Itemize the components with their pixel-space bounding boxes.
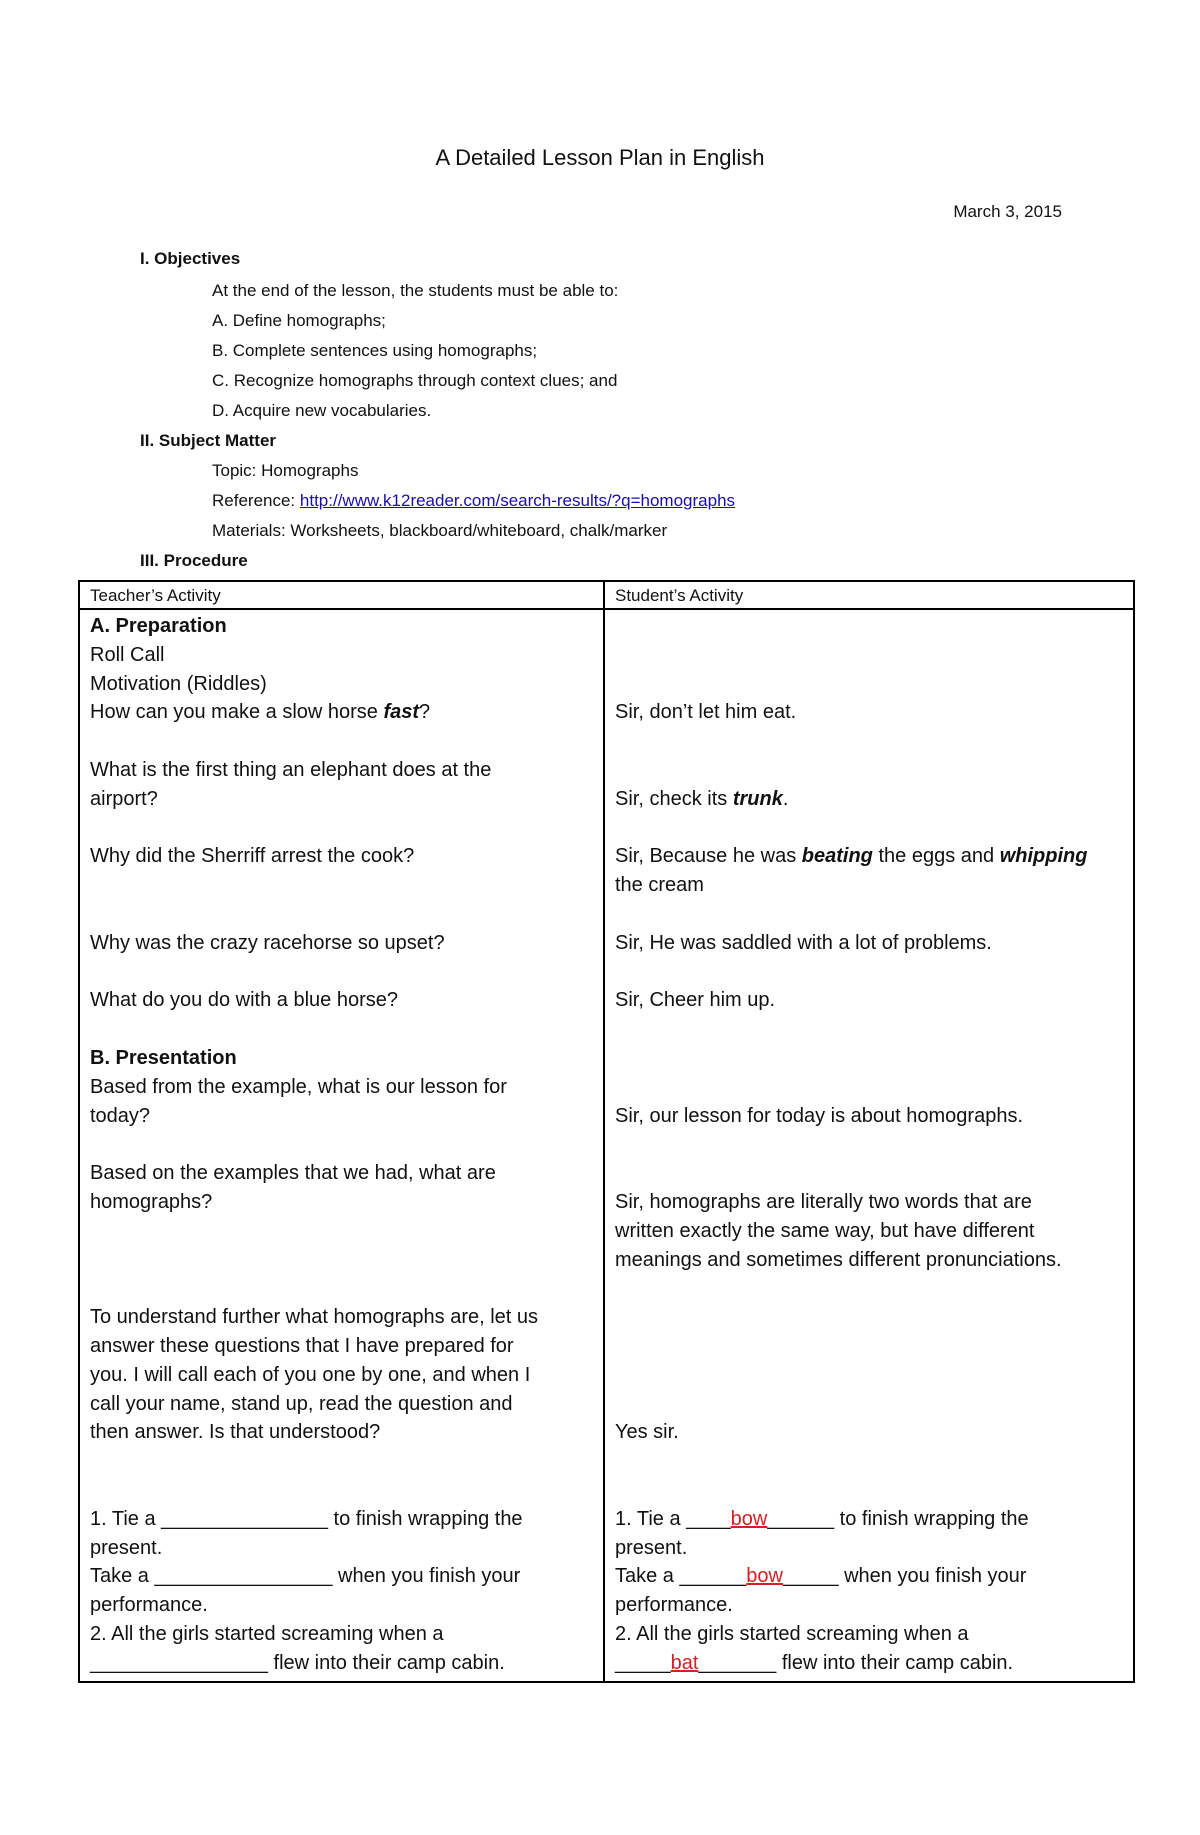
answer-4: Sir, He was saddled with a lot of problems.: [615, 931, 992, 954]
instruction-line-1: To understand further what homographs are, let us: [90, 1306, 539, 1329]
preparation-heading: A. Preparation: [90, 615, 227, 637]
presentation-q2-line-2: homographs?: [90, 1190, 213, 1213]
answer-3-mid: the eggs and: [872, 845, 1000, 868]
riddle-1-text: How can you make a slow horse: [90, 701, 384, 724]
objectives-heading: I. Objectives: [140, 249, 241, 268]
exercise-answer-1-line-1: [615, 1505, 1123, 1534]
objective-a: A. Define homographs;: [212, 311, 386, 330]
answer-1: Sir, don’t let him eat.: [615, 701, 797, 724]
exercise-answer-2-word: bat: [670, 1651, 699, 1674]
instruction-line-3: you. I will call each of you one by one, and when I: [90, 1363, 531, 1386]
objective-c: C. Recognize homographs through context clues; and: [212, 371, 618, 390]
objective-d: D. Acquire new vocabularies.: [212, 401, 432, 420]
exercise-answer-1-word: bow: [730, 1507, 768, 1530]
exercise-2-line-2: ________________ flew into their camp cabin.: [90, 1651, 505, 1674]
exercise-answer-1-blank-pre: 1. Tie a ____: [615, 1507, 731, 1530]
teacher-activity-cell: [79, 609, 604, 1682]
answer-2: [615, 785, 1123, 814]
exercise-answer-2-blank-post: _______ flew into their camp cabin.: [698, 1651, 1014, 1674]
date: March 3, 2015: [953, 202, 1062, 221]
presentation-answer-2-line-3: meanings and sometimes different pronunciations.: [615, 1248, 1062, 1271]
riddle-3: Why did the Sherriff arrest the cook?: [90, 845, 415, 868]
reference: [212, 491, 735, 511]
subject-matter-heading: II. Subject Matter: [140, 431, 277, 450]
answer-3-line-2: the cream: [615, 874, 704, 897]
presentation-answer-3: Yes sir.: [615, 1421, 679, 1444]
teacher-activity-header: Teacher’s Activity: [79, 581, 604, 609]
riddle-2-line-2: airport?: [90, 787, 158, 810]
riddle-5: What do you do with a blue horse?: [90, 989, 398, 1012]
objectives-intro: At the end of the lesson, the students must be able to:: [212, 281, 619, 300]
exercise-answer-2-blank-pre: _____: [615, 1651, 671, 1674]
riddle-1-end: ?: [419, 701, 431, 724]
exercise-2-line-1: 2. All the girls started screaming when a: [90, 1622, 444, 1645]
topic: Topic: Homographs: [212, 461, 359, 480]
procedure-heading: III. Procedure: [140, 551, 248, 570]
instruction-line-2: answer these questions that I have prepared for: [90, 1334, 514, 1357]
table-row: [79, 609, 1134, 1682]
exercise-1-line-2: present.: [90, 1536, 163, 1559]
page-title: A Detailed Lesson Plan in English: [435, 145, 765, 170]
riddle-4: Why was the crazy racehorse so upset?: [90, 931, 445, 954]
roll-call: Roll Call: [90, 643, 165, 666]
exercise-answer-1-line-4: performance.: [615, 1594, 733, 1617]
answer-2-keyword: trunk: [732, 787, 783, 810]
answer-3-keyword-2: whipping: [999, 845, 1088, 868]
riddle-1: [90, 698, 593, 727]
presentation-q1-line-1: Based from the example, what is our lesson for: [90, 1075, 507, 1098]
exercise-answer-1-line-3: [615, 1562, 1123, 1591]
exercise-1-line-4: performance.: [90, 1594, 208, 1617]
student-activity-cell: [604, 609, 1134, 1682]
instruction-line-4: call your name, stand up, read the question and: [90, 1392, 513, 1415]
answer-3-text: Sir, Because he was: [615, 845, 802, 868]
answer-3-keyword-1: beating: [801, 845, 873, 868]
materials: Materials: Worksheets, blackboard/whiteboard, chalk/marker: [212, 521, 668, 540]
presentation-answer-1: Sir, our lesson for today is about homographs.: [615, 1104, 1024, 1127]
procedure-table: [78, 580, 1135, 1683]
presentation-q1-line-2: today?: [90, 1104, 151, 1127]
presentation-q2-line-1: Based on the examples that we had, what are: [90, 1162, 496, 1185]
exercise-answer-1b-blank-post: _____ when you finish your: [782, 1565, 1027, 1588]
exercise-answer-2-line-1: 2. All the girls started screaming when a: [615, 1622, 969, 1645]
answer-2-end: .: [782, 787, 789, 810]
exercise-1-line-3: Take a ________________ when you finish your: [90, 1565, 521, 1588]
exercise-answer-1-blank-post: ______ to finish wrapping the: [767, 1507, 1029, 1530]
exercise-answer-2-line-2: [615, 1649, 1123, 1678]
riddle-2-line-1: What is the first thing an elephant does at the: [90, 758, 492, 781]
presentation-heading: B. Presentation: [90, 1046, 237, 1069]
table-header-row: [79, 581, 1134, 609]
exercise-answer-1-line-2: present.: [615, 1536, 688, 1559]
answer-5: Sir, Cheer him up.: [615, 989, 776, 1012]
presentation-answer-2-line-1: Sir, homographs are literally two words that are: [615, 1190, 1032, 1213]
answer-3-line-1: [615, 842, 1123, 871]
objective-b: B. Complete sentences using homographs;: [212, 341, 538, 360]
presentation-answer-2-line-2: written exactly the same way, but have different: [615, 1219, 1035, 1242]
exercise-1-line-1: 1. Tie a _______________ to finish wrapping the: [90, 1507, 523, 1530]
exercise-answer-1b-blank-pre: Take a ______: [615, 1565, 747, 1588]
motivation: Motivation (Riddles): [90, 672, 267, 695]
reference-label: Reference:: [212, 491, 300, 510]
exercise-answer-1b-word: bow: [746, 1565, 783, 1588]
answer-2-text: Sir, check its: [615, 787, 733, 810]
reference-link[interactable]: http://www.k12reader.com/search-results/?q=homographs: [299, 491, 736, 510]
riddle-1-keyword: fast: [383, 701, 420, 724]
instruction-line-5: then answer. Is that understood?: [90, 1421, 381, 1444]
student-activity-header: Student’s Activity: [604, 581, 1134, 609]
